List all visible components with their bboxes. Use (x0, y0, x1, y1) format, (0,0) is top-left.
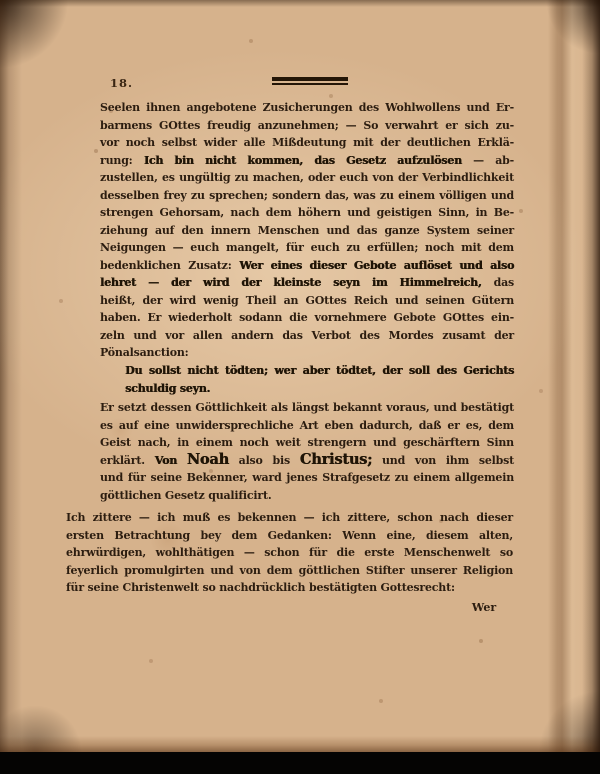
body-text: Seelen ihnen angebotene Zusicherungen des Wohlwollens und Er- (100, 101, 514, 114)
emphasized-name: Christus; (299, 450, 373, 468)
text-line (125, 380, 514, 398)
body-text: und für seine Bekenner, ward jenes Strafgesetz zu einem allgemein (100, 471, 514, 484)
body-text: rung: (100, 153, 144, 167)
text-line (100, 452, 514, 470)
emphasized-text: Wer eines dieser Gebote auflöset und also (239, 258, 514, 272)
body-text: — ab- (461, 153, 514, 167)
body-text: für seine Christenwelt so nachdrücklich bestätigten Gottesrecht: (66, 581, 455, 594)
emphasized-text: Von (154, 453, 187, 467)
text-line (100, 399, 514, 417)
emphasized-text: lehret — der wird der kleinste seyn im Himmelreich, (100, 276, 482, 289)
text-line (100, 292, 514, 310)
page-number: 18. (110, 76, 134, 90)
body-text: ersten Betrachtung bey dem Gedanken: Wenn eine, diesem alten, (66, 528, 513, 542)
text-line (100, 257, 514, 275)
para-3 (66, 509, 513, 597)
body-text: ehrwürdigen, wohlthätigen — schon für die erste Menschenwelt so (66, 546, 513, 559)
catchword: Wer (471, 601, 497, 614)
body-text: göttlichen Gesetz qualificirt. (100, 488, 272, 502)
text-line (100, 417, 514, 435)
emphasized-text: schuldig seyn. (125, 381, 211, 395)
text-line (100, 434, 514, 452)
text-line (100, 117, 514, 135)
text-line (100, 169, 514, 187)
text-line (100, 274, 514, 292)
text-line (100, 152, 514, 170)
emphasized-text: Du sollst nicht tödten; wer aber tödtet, der soll des Gerichts (125, 364, 514, 377)
text-line (100, 239, 514, 257)
body-text: also bis (228, 453, 300, 467)
body-text: ziehung auf den innern Menschen und das ganze System seiner (100, 223, 514, 237)
text-line (100, 487, 514, 505)
text-line (66, 579, 513, 597)
body-text: heißt, der wird wenig Theil an GOttes Reich und seinen Gütern (100, 293, 514, 307)
body-text: es auf eine unwidersprechliche Art eben dadurch, daß er es, dem (100, 418, 514, 432)
text-line (66, 544, 513, 562)
text-line (125, 362, 514, 380)
body-text: haben. Er wiederholt sodann die vornehmere Gebote GOttes ein- (100, 311, 514, 324)
text-line (100, 187, 514, 205)
para-2 (100, 399, 514, 504)
body-text: erklärt. (100, 453, 155, 467)
text-line (100, 99, 514, 117)
body-text: vor noch selbst wider alle Mißdeutung mit der deutlichen Erklä- (100, 136, 514, 149)
body-text: Geist nach, in einem noch weit strengern und geschärftern Sinn (100, 436, 514, 449)
body-text: zeln und vor allen andern das Verbot des Mordes zusamt der (100, 328, 514, 342)
rule-bar-top (272, 77, 348, 81)
body-text: feyerlich promulgirten und von dem göttlichen Stifter unserer Religion (66, 563, 513, 577)
text-line (66, 509, 513, 527)
body-text: Pönalsanction: (100, 346, 189, 359)
text-line (100, 469, 514, 487)
body-text: und von ihm selbst (372, 453, 515, 467)
body-text: Ich zittere — ich muß es bekennen — ich zittere, schon nach dieser (66, 511, 513, 524)
header-double-rule (272, 77, 348, 85)
text-line (100, 327, 514, 345)
text-line (100, 204, 514, 222)
text-line (100, 344, 514, 362)
text-line (66, 562, 513, 580)
body-text: barmens GOttes freudig anzunehmen; — So verwahrt er sich zu- (100, 118, 514, 132)
text-line (100, 222, 514, 240)
body-text: Er setzt dessen Göttlichkeit als längst bekannt voraus, und bestätigt (100, 401, 514, 414)
body-text: strengen Gehorsam, nach dem höhern und geistigen Sinn, in Be- (100, 206, 514, 219)
text-line (100, 309, 514, 327)
rule-bar-bottom (272, 83, 348, 86)
para-1 (100, 99, 514, 362)
body-text: bedenklichen Zusatz: (100, 258, 240, 272)
body-text: desselben frey zu sprechen; sondern das, was zu einem völligen und (100, 188, 514, 202)
text-line (100, 134, 514, 152)
body-text: Neigungen — euch mangelt, für euch zu erfüllen; noch mit dem (100, 241, 514, 254)
paper-texture (0, 0, 2, 2)
text-line (66, 527, 513, 545)
body-text: zustellen, es ungültig zu machen, oder euch von der Verbindlichkeit (100, 171, 514, 184)
quote (125, 362, 514, 397)
emphasized-name: Noah (186, 450, 229, 468)
body-text: das (481, 276, 515, 289)
emphasized-text: Ich bin nicht kommen, das Gesetz aufzulösen (143, 153, 462, 167)
